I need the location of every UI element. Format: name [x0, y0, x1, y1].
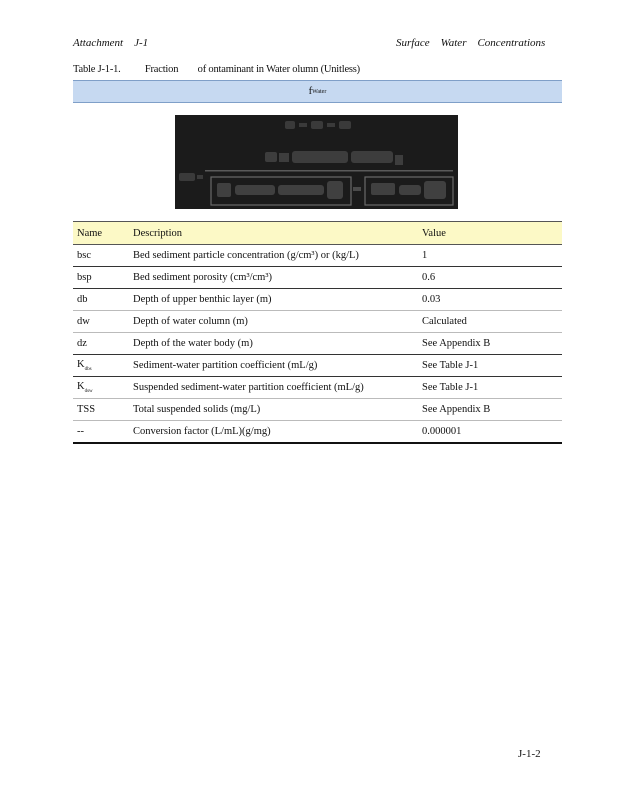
header-description: Description [129, 222, 418, 245]
table-title-bar [73, 80, 562, 103]
cell-name [73, 377, 129, 399]
cell-description: Depth of the water body (m) [129, 333, 418, 355]
symbol-subscript: dbs [84, 367, 92, 373]
table-row [73, 289, 562, 311]
cell-value: Calculated [418, 311, 562, 333]
cell-value: See Appendix B [418, 333, 562, 355]
cell-name: TSS [73, 399, 129, 421]
title-subscript: Water [312, 88, 327, 95]
cell-value: 1 [418, 245, 562, 267]
symbol-k: K [77, 380, 85, 392]
cell-value: See Table J-1 [418, 355, 562, 377]
symbol-k: K [77, 358, 85, 370]
cell-description: Bed sediment particle concentration (g/cm³) or (kg/L) [129, 245, 418, 267]
table-row [73, 333, 562, 355]
header-value: Value [418, 222, 562, 245]
equation-graphic [175, 115, 458, 209]
cell-description: Sediment-water partition coefficient (mL/g) [129, 355, 418, 377]
cell-description: Depth of water column (m) [129, 311, 418, 333]
cell-name: db [73, 289, 129, 311]
table-row [73, 355, 562, 377]
table-row [73, 399, 562, 421]
cell-description: Suspended sediment-water partition coefficient (mL/g) [129, 377, 418, 399]
cell-name: dz [73, 333, 129, 355]
cell-value: 0.000001 [418, 421, 562, 444]
cell-description: Bed sediment porosity (cm³/cm³) [129, 267, 418, 289]
cell-name [73, 355, 129, 377]
cell-value: See Table J-1 [418, 377, 562, 399]
cell-description: Depth of upper benthic layer (m) [129, 289, 418, 311]
symbol-subscript: dsw [84, 389, 93, 395]
cell-description: Conversion factor (L/mL)(g/mg) [129, 421, 418, 444]
cell-value: See Appendix B [418, 399, 562, 421]
cell-name: -- [73, 421, 129, 444]
table-row [73, 421, 562, 444]
header-attachment: Attachment J-1 [73, 37, 149, 49]
cell-description: Total suspended solids (mg/L) [129, 399, 418, 421]
cell-name: bsc [73, 245, 129, 267]
table-row [73, 377, 562, 399]
header-section-title: Surface Water Concentrations [396, 37, 546, 49]
page-number: J-1-2 [518, 748, 541, 760]
cell-value: 0.03 [418, 289, 562, 311]
table-header-row [73, 222, 562, 245]
table-row [73, 311, 562, 333]
table-caption: Table J-1-1. Fraction of ontaminant in Water olumn (Unitless) [73, 64, 360, 75]
equation-image [175, 115, 458, 209]
header-name: Name [73, 222, 129, 245]
cell-name: bsp [73, 267, 129, 289]
parameters-table [73, 221, 562, 444]
table-row [73, 245, 562, 267]
cell-value: 0.6 [418, 267, 562, 289]
table-row [73, 267, 562, 289]
cell-name: dw [73, 311, 129, 333]
title-symbol: f [308, 86, 313, 97]
